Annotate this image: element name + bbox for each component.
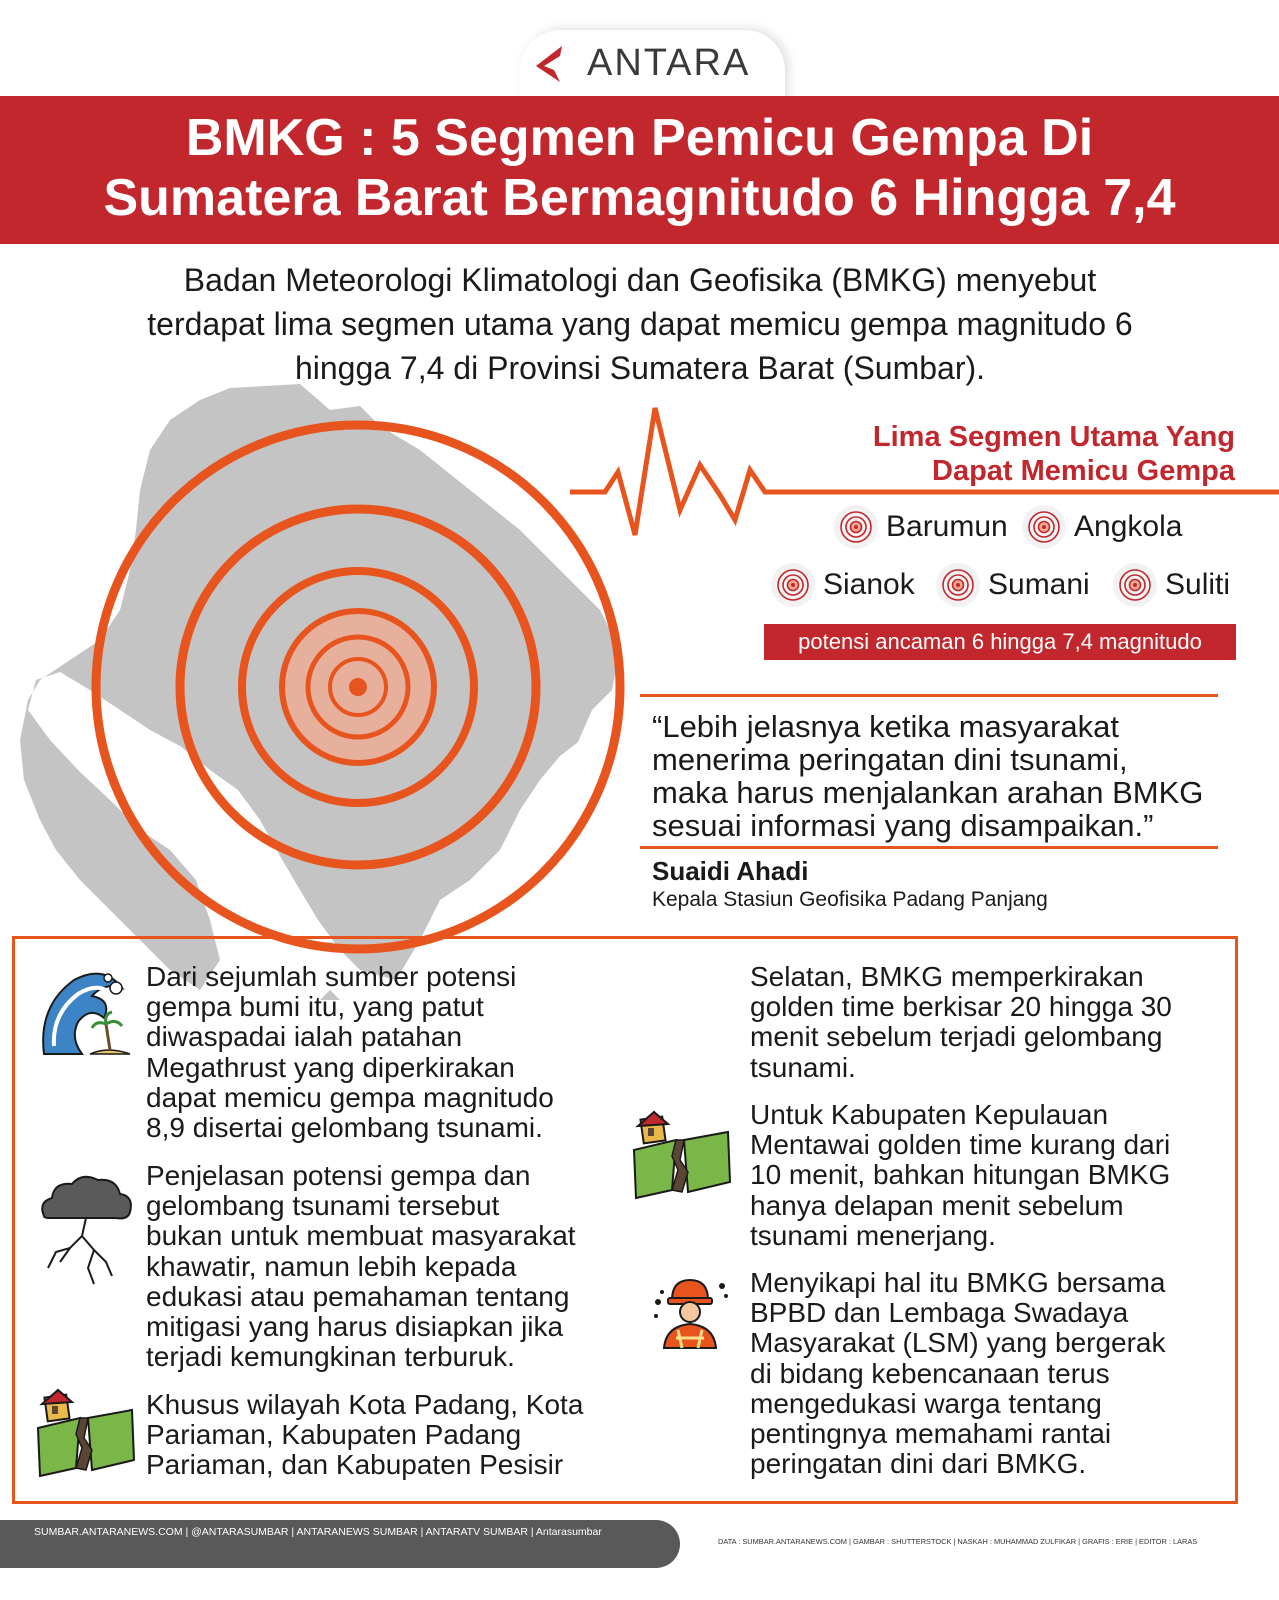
segment-label: Sianok — [823, 568, 915, 601]
paragraph-edukasi — [146, 1161, 616, 1372]
paragraph-line: peringatan dini dari BMKG. — [750, 1448, 1087, 1480]
paragraph-line: 8,9 disertai gelombang tsunami. — [146, 1112, 543, 1144]
paragraph-line: mengedukasi warga tentang — [750, 1387, 1102, 1419]
epicenter-icon — [1113, 563, 1157, 607]
segment-item-angkola — [1022, 505, 1182, 549]
segment-label: Sumani — [988, 568, 1090, 601]
segment-label: Angkola — [1074, 510, 1183, 543]
paragraph-padang — [146, 1390, 616, 1481]
epicenter-icon — [834, 505, 878, 549]
paragraph-line: tsunami menerjang. — [750, 1219, 996, 1251]
paragraph-line: Khusus wilayah Kota Padang, Kota — [146, 1389, 584, 1420]
paragraph-line: tsunami. — [750, 1051, 856, 1083]
footer-credits: DATA : SUMBAR.ANTARANEWS.COM | GAMBAR : SHUTTERSTOCK | NASKAH : MUHAMMAD ZULFIKAR | GRAFIS : ERIE | EDITOR : LARAS — [718, 1537, 1198, 1546]
paragraph-line: Pariaman, dan Kabupaten Pesisir — [146, 1449, 564, 1481]
paragraph-line: 10 menit, bahkan hitungan BMKG — [750, 1159, 1171, 1191]
tsunami-icon — [34, 966, 134, 1062]
paragraph-line: mitigasi yang harus disiapkan jika — [146, 1311, 564, 1343]
paragraph-line: diwaspadai ialah patahan — [146, 1021, 463, 1053]
paragraph-line: pentingnya memahami rantai — [750, 1418, 1112, 1450]
quote-divider-top — [640, 694, 1218, 697]
title-line-2: Sumatera Barat Bermagnitudo 6 Hingga 7,4 — [103, 169, 1176, 227]
quote-author-role: Kepala Stasiun Geofisika Padang Panjang — [652, 888, 1048, 911]
paragraph-line: gempa bumi itu, yang patut — [146, 991, 484, 1023]
paragraph-line: bukan untuk membuat masyarakat — [146, 1220, 576, 1252]
storm-lightning-icon — [36, 1172, 136, 1296]
segments-title-line: Lima Segmen Utama Yang — [872, 421, 1235, 453]
paragraph-line: Selatan, BMKG memperkirakan — [750, 961, 1144, 992]
ground-crack-icon — [36, 1388, 136, 1480]
paragraph-line: Untuk Kabupaten Kepulauan — [750, 1099, 1109, 1130]
paragraph-mentawai — [750, 1100, 1220, 1251]
paragraph-line: BPBD dan Lembaga Swadaya — [750, 1297, 1129, 1329]
segment-item-barumun — [834, 505, 1008, 549]
intro-line: Badan Meteorologi Klimatologi dan Geofisika (BMKG) menyebut — [183, 262, 1097, 298]
quote-text — [652, 710, 1242, 842]
quote-line: menerima peringatan dini tsunami, — [652, 742, 1128, 777]
epicenter-icon — [771, 563, 815, 607]
paragraph-line: edukasi atau pemahaman tentang — [146, 1280, 570, 1312]
title-line-1: BMKG : 5 Segmen Pemicu Gempa Di — [185, 109, 1094, 167]
paragraph-line: hanya delapan menit sebelum — [750, 1189, 1124, 1221]
segments-title — [735, 420, 1235, 488]
footer-socials: SUMBAR.ANTARANEWS.COM | @ANTARASUMBAR | ANTARANEWS SUMBAR | ANTARATV SUMBAR | Antarasumbar — [34, 1526, 602, 1538]
quote-line: maka harus menjalankan arahan BMKG — [652, 775, 1204, 810]
quote-line: “Lebih jelasnya ketika masyarakat — [652, 709, 1119, 744]
paragraph-line: di bidang kebencanaan terus — [750, 1357, 1110, 1389]
paragraph-line: Dari sejumlah sumber potensi — [146, 961, 517, 992]
ground-crack-icon — [632, 1110, 732, 1202]
segment-label: Barumun — [886, 510, 1008, 543]
paragraph-line: Masyarakat (LSM) yang bergerak — [750, 1327, 1166, 1359]
paragraph-line: terjadi kemungkinan terburuk. — [146, 1341, 515, 1373]
paragraph-line: gelombang tsunami tersebut — [146, 1190, 500, 1222]
quote-divider-bottom — [640, 846, 1218, 849]
brand-name: ANTARA — [587, 42, 751, 84]
epicenter-icon — [1022, 505, 1066, 549]
epicenter-dot — [349, 678, 367, 696]
segment-item-suliti — [1113, 563, 1230, 607]
rescue-worker-icon — [652, 1272, 732, 1352]
paragraph-bpbd-lsm — [750, 1268, 1220, 1479]
epicenter-icon — [936, 563, 980, 607]
paragraph-line: Megathrust yang diperkirakan — [146, 1051, 515, 1083]
paragraph-line: Menyikapi hal itu BMKG bersama — [750, 1267, 1166, 1298]
paragraph-megathrust — [146, 962, 616, 1143]
segments-title-line: Dapat Memicu Gempa — [932, 455, 1235, 487]
paragraph-line: dapat memicu gempa magnitudo — [146, 1081, 554, 1113]
paragraph-line: khawatir, namun lebih kepada — [146, 1250, 517, 1282]
paragraph-line: golden time berkisar 20 hingga 30 — [750, 991, 1172, 1023]
paragraph-line: menit sebelum terjadi gelombang — [750, 1021, 1163, 1053]
potensi-badge: potensi ancaman 6 hingga 7,4 magnitudo — [764, 624, 1236, 660]
page-title — [0, 108, 1279, 228]
paragraph-line: Pariaman, Kabupaten Padang — [146, 1419, 522, 1451]
paragraph-line: Penjelasan potensi gempa dan — [146, 1160, 531, 1191]
segment-item-sumani — [936, 563, 1090, 607]
quote-author-name: Suaidi Ahadi — [652, 856, 809, 886]
paragraph-line: Mentawai golden time kurang dari — [750, 1129, 1171, 1161]
intro-line: hingga 7,4 di Provinsi Sumatera Barat (Sumbar). — [294, 350, 986, 386]
quote-line: sesuai informasi yang disampaikan.” — [652, 808, 1154, 843]
intro-line: terdapat lima segmen utama yang dapat memicu gempa magnitudo 6 — [147, 306, 1133, 342]
intro-text — [30, 258, 1250, 390]
segment-item-sianok — [771, 563, 915, 607]
antara-logo-icon — [530, 44, 580, 84]
segment-label: Suliti — [1165, 568, 1231, 601]
paragraph-golden-time — [750, 962, 1220, 1083]
